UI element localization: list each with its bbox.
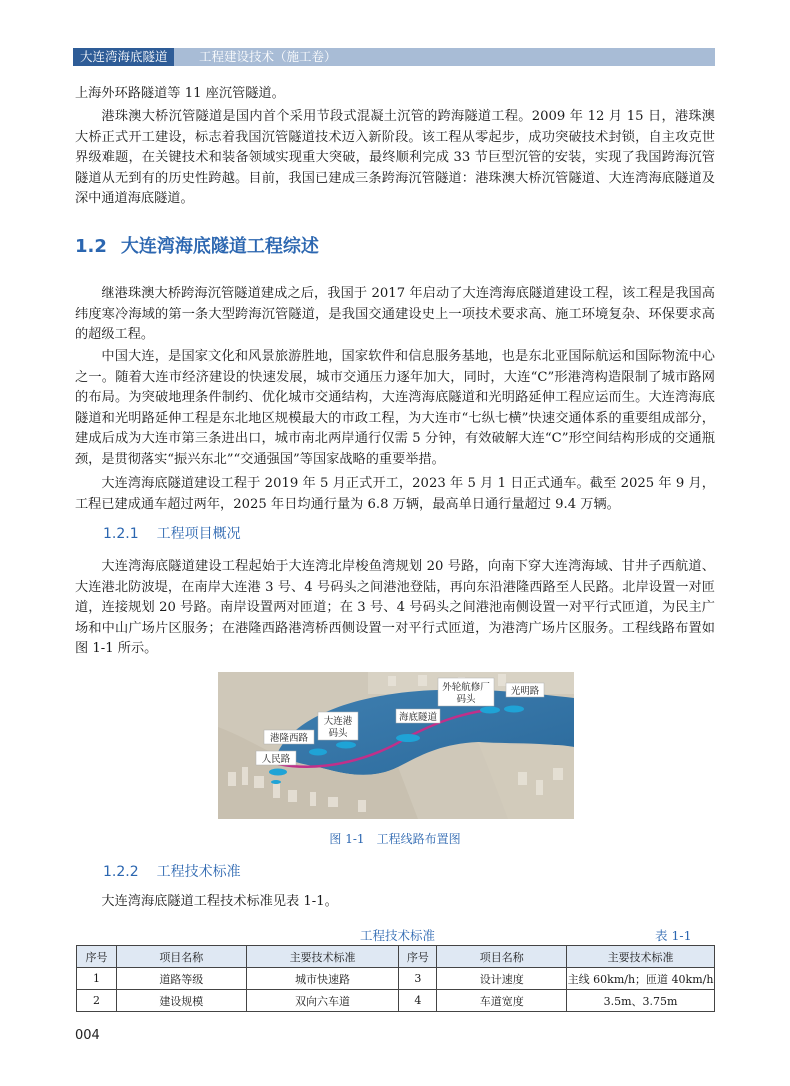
table-cell: 城市快速路	[246, 968, 399, 990]
table-row	[77, 968, 715, 990]
subsection-heading-overview	[103, 523, 241, 543]
subsection-number: 1.2.1	[103, 526, 139, 542]
label-dalian-port-wharf: 码头	[328, 728, 348, 739]
table-cell: 建设规模	[116, 990, 246, 1012]
label-wailun-wharf: 码头	[456, 694, 476, 705]
table-cell: 双向六车道	[246, 990, 399, 1012]
table-cell: 3.5m、3.75m	[567, 990, 715, 1012]
section-title: 大连湾海底隧道工程综述	[120, 236, 319, 257]
table-cell: 车道宽度	[437, 990, 567, 1012]
table-header-cell: 项目名称	[116, 946, 246, 968]
table-row	[77, 990, 715, 1012]
table-number: 表 1-1	[655, 928, 692, 943]
figure-caption-text: 工程线路布置图	[376, 832, 461, 846]
table-header-cell: 序号	[399, 946, 437, 968]
label-guangming-road: 光明路	[510, 686, 540, 697]
header-volume-title: 工程建设技术（施工卷）	[199, 49, 337, 64]
figure-caption	[0, 830, 790, 847]
paragraph-hzmb: 港珠澳大桥沉管隧道是国内首个采用节段式混凝土沉管的跨海隧道工程。2009 年 12 月 15 日，港珠澳大桥正式开工建设，标志着我国沉管隧道技术迈入新阶段。该工程从零起步，成功突破技术封锁，自主攻克世界级难题，在关键技术和装备领域实现重大突破，最终顺利完成 33 节巨型沉管的安装，实现了我国跨海沉管隧道从无到有的历史性跨越。目前，我国已建成三条跨海沉管隧道：港珠澳大桥沉管隧道、大连湾海底隧道及深中通道海底隧道。	[75, 109, 715, 206]
table-header-cell: 项目名称	[437, 946, 567, 968]
table-cell: 2	[77, 990, 117, 1012]
paragraph-schedule: 大连湾海底隧道建设工程于 2019 年 5 月正式开工，2023 年 5 月 1 日正式通车。截至 2025 年 9 月，工程已建成通车超过两年，2025 年日均通行量为 6.8 万辆，最高单日通行量超过 9.4 万辆。	[75, 476, 715, 512]
table-header-row	[77, 946, 715, 968]
label-ganglong-west-road: 港隆西路	[269, 733, 309, 744]
subsection-title: 工程技术标准	[156, 864, 241, 880]
page-number: 004	[75, 1028, 100, 1043]
table-cell: 1	[77, 968, 117, 990]
running-header	[73, 48, 715, 66]
table-cell: 4	[399, 990, 437, 1012]
label-wailun-shipyard: 外轮航修厂	[442, 682, 490, 693]
paragraph-dalian: 中国大连，是国家文化和风景旅游胜地，国家软件和信息服务基地，也是东北亚国际航运和国际物流中心之一。随着大连市经济建设的快速发展，城市交通压力逐年加大，同时，大连“C”形港湾构造限制了城市路网的布局。为突破地理条件制约、优化城市交通结构，大连湾海底隧道和光明路延伸工程应运而生。大连湾海底隧道和光明路延伸工程是东北地区规模最大的市政工程，为大连市“七纵七横”快速交通体系的重要组成部分，建成后成为大连市第三条进出口，城市南北两岸通行仅需 5 分钟，有效破解大连“C”形空间结构形成的交通瓶颈，是贯彻落实“振兴东北”“交通强国”等国家战略的重要举措。	[75, 349, 715, 467]
table-cell: 3	[399, 968, 437, 990]
subsection-title: 工程项目概况	[156, 526, 241, 542]
label-dalian-port: 大连港	[323, 716, 353, 727]
subsection-heading-standards	[103, 861, 241, 881]
label-renmin-road: 人民路	[261, 754, 291, 765]
section-heading	[75, 232, 319, 258]
paragraph-standards: 大连湾海底隧道工程技术标准见表 1-1。	[101, 894, 338, 909]
label-undersea-tunnel: 海底隧道	[398, 712, 438, 723]
section-number: 1.2	[75, 236, 107, 257]
table-cell: 道路等级	[116, 968, 246, 990]
paragraph-intro: 继港珠澳大桥跨海沉管隧道建成之后，我国于 2017 年启动了大连湾海底隧道建设工程，该工程是我国高纬度寒冷海域的第一条大型跨海沉管隧道，是我国交通建设史上一项技术要求高、施工环境复杂、环保要求高的超级工程。	[75, 286, 715, 342]
table-title: 工程技术标准	[360, 928, 436, 943]
table-header-cell: 主要技术标准	[246, 946, 399, 968]
paragraph-overview: 大连湾海底隧道建设工程起始于大连湾北岸梭鱼湾规划 20 号路，向南下穿大连湾海域、甘井子西航道、大连港北防波堤，在南岸大连港 3 号、4 号码头之间港池登陆，再向东沿港隆西路至人民路。北岸设置一对匝道，连接规划 20 号路。南岸设置两对匝道；在 3 号、4 号码头之间港池南侧设置一对平行式匝道，为民主广场和中山广场片区服务；在港隆西路港湾桥西侧设置一对平行式匝道，为港湾广场片区服务。工程线路布置如图 1-1 所示。	[75, 559, 715, 656]
table-cell: 设计速度	[437, 968, 567, 990]
subsection-number: 1.2.2	[103, 864, 139, 880]
route-map-illustration	[218, 672, 574, 819]
paragraph-continued: 上海外环路隧道等 11 座沉管隧道。	[75, 86, 285, 101]
table-cell: 主线 60km/h；匝道 40km/h	[567, 968, 715, 990]
table-header-cell: 序号	[77, 946, 117, 968]
header-book-title: 大连湾海底隧道	[73, 48, 174, 66]
table-header-cell: 主要技术标准	[567, 946, 715, 968]
figure-caption-number: 图 1-1	[329, 832, 365, 846]
technical-standards-table	[76, 945, 715, 1012]
route-layout-figure	[218, 672, 574, 819]
